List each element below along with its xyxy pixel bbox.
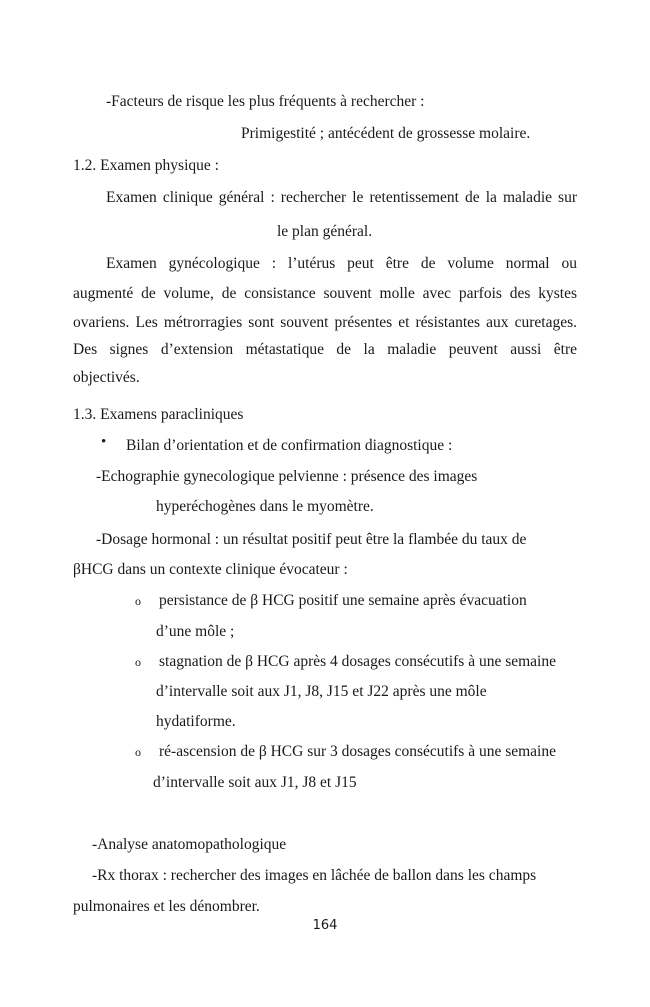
- dosage-line2: βHCG dans un contexte clinique évocateur :: [73, 561, 348, 578]
- section-heading-paraclinical: 1.3. Examens paracliniques: [73, 406, 244, 423]
- general-exam-line1: Examen clinique général : rechercher le retentissement de la maladie sur: [106, 189, 577, 206]
- sub-item-2-line2: d’intervalle soit aux J1, J8, J15 et J22 après une môle: [156, 683, 487, 700]
- sub-item-1-line2: d’une môle ;: [156, 623, 235, 640]
- risk-intro: -Facteurs de risque les plus fréquents à rechercher :: [106, 93, 425, 110]
- anapath-line: -Analyse anatomopathologique: [92, 836, 287, 853]
- sub-item-2-line3: hydatiforme.: [156, 713, 236, 730]
- general-exam-line2: le plan général.: [277, 223, 373, 240]
- echo-line1: -Echographie gynecologique pelvienne : présence des images: [96, 468, 478, 485]
- sub-item-3-line1: ré-ascension de β HCG sur 3 dosages consécutifs à une semaine: [159, 743, 556, 760]
- sub-item-1-line1: persistance de β HCG positif une semaine après évacuation: [159, 592, 527, 609]
- gyneco-line2: augmenté de volume, de consistance souvent molle avec parfois des kystes: [73, 285, 577, 302]
- dosage-line1: -Dosage hormonal : un résultat positif peut être la flambée du taux de: [96, 531, 527, 548]
- circle-bullet-icon: o: [135, 655, 141, 669]
- circle-bullet-icon: o: [135, 745, 141, 759]
- circle-bullet-icon: o: [135, 594, 141, 608]
- gyneco-line4: Des signes d’extension métastatique de la maladie peuvent aussi être: [73, 341, 577, 358]
- sub-item-3-line2: d’intervalle soit aux J1, J8 et J15: [153, 774, 357, 791]
- rx-line1: -Rx thorax : rechercher des images en lâchée de ballon dans les champs: [92, 867, 537, 884]
- sub-item-2-line1: stagnation de β HCG après 4 dosages consécutifs à une semaine: [159, 653, 556, 670]
- gyneco-line5: objectivés.: [73, 369, 140, 386]
- echo-line2: hyperéchogènes dans le myomètre.: [156, 498, 374, 515]
- bullet-text: Bilan d’orientation et de confirmation diagnostique :: [126, 437, 453, 454]
- bullet-icon: •: [101, 434, 107, 450]
- gyneco-line1: Examen gynécologique : l’utérus peut être de volume normal ou: [106, 255, 577, 272]
- rx-line2: pulmonaires et les dénombrer.: [73, 898, 260, 915]
- risk-items: Primigestité ; antécédent de grossesse molaire.: [241, 125, 531, 142]
- section-heading-physical: 1.2. Examen physique :: [73, 157, 219, 174]
- gyneco-line3: ovariens. Les métrorragies sont souvent présentes et résistantes aux curetages.: [73, 314, 577, 331]
- page-number: 164: [312, 918, 338, 933]
